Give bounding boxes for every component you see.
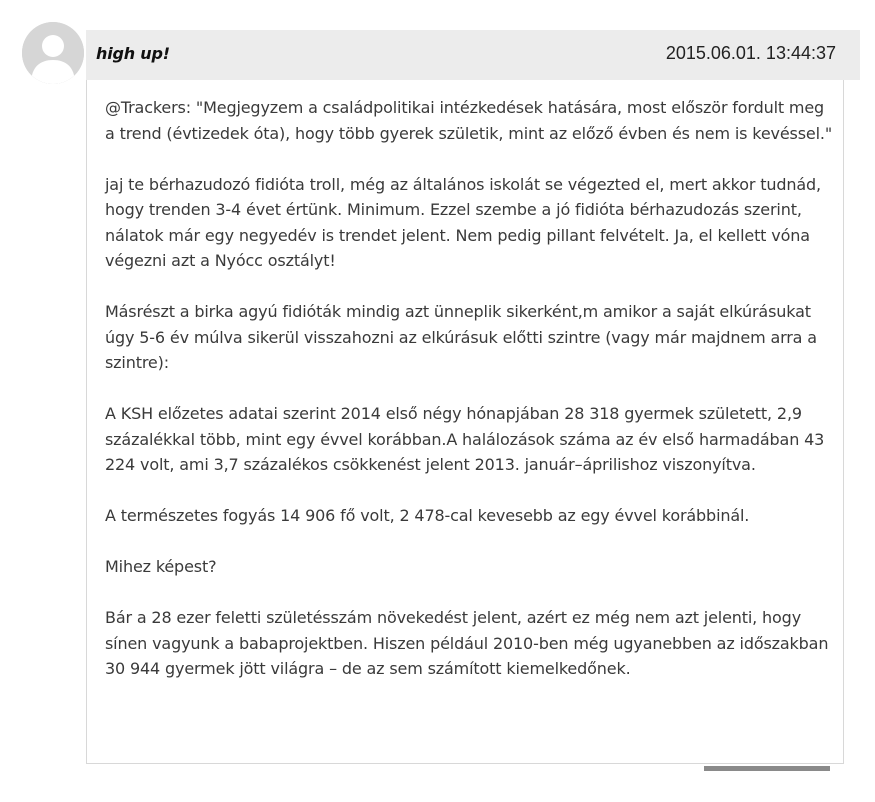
comment-paragraph: @Trackers: "Megjegyzem a családpolitikai intézkedések hatására, most először fordult meg a trend (évtizedek óta), hogy több gyerek születik, mint az előző évben és nem is kevéssel." [105,98,833,143]
scroll-indicator[interactable] [704,766,830,771]
comment-header [86,30,860,80]
comment-paragraph: A természetes fogyás 14 906 fő volt, 2 478-cal kevesebb az egy évvel korábbinál. [105,506,750,525]
user-silhouette-icon [22,22,84,84]
comment-text [105,95,833,707]
author-name[interactable]: high up! [96,44,170,63]
avatar[interactable] [22,22,84,84]
comment-paragraph: Mihez képest? [105,557,217,576]
comment-body [86,80,844,764]
comment-paragraph: Másrészt a birka agyú fidióták mindig azt ünneplik sikerként,m amikor a saját elkúrásukat úgy 5-6 év múlva sikerül visszahozni az elkúrásuk előtti szintre (vagy már majdnem arra a szintre): [105,302,817,372]
comment-timestamp: 2015.06.01. 13:44:37 [665,43,836,63]
comment-paragraph: A KSH előzetes adatai szerint 2014 első négy hónapjában 28 318 gyermek született, 2,9 százalékkal több, mint egy évvel korábban.A halálozások száma az év első harmadában 43 224 volt, ami 3,7 százalékos csökkenést jelent 2013. január–áprilishoz viszonyítva. [105,404,825,474]
comment-paragraph: jaj te bérhazudozó fidióta troll, még az általános iskolát se végezted el, mert akkor tudnád, hogy trenden 3-4 évet értünk. Minimum. Ezzel szembe a jó fidióta bérhazudozás szerint, nálatok már egy negyedév is trendet jelent. Nem pedig pillant felvételt. Ja, el kellett vóna végezni azt a Nyócc osztályt! [105,174,821,270]
comment-paragraph: Bár a 28 ezer feletti születésszám növekedést jelent, azért ez még nem azt jelenti, hogy sínen vagyunk a babaprojektben. Hiszen például 2010-ben még ugyanebben az időszakban 30 944 gyermek jött világra – de az sem számított kiemelkedőnek. [105,608,829,678]
